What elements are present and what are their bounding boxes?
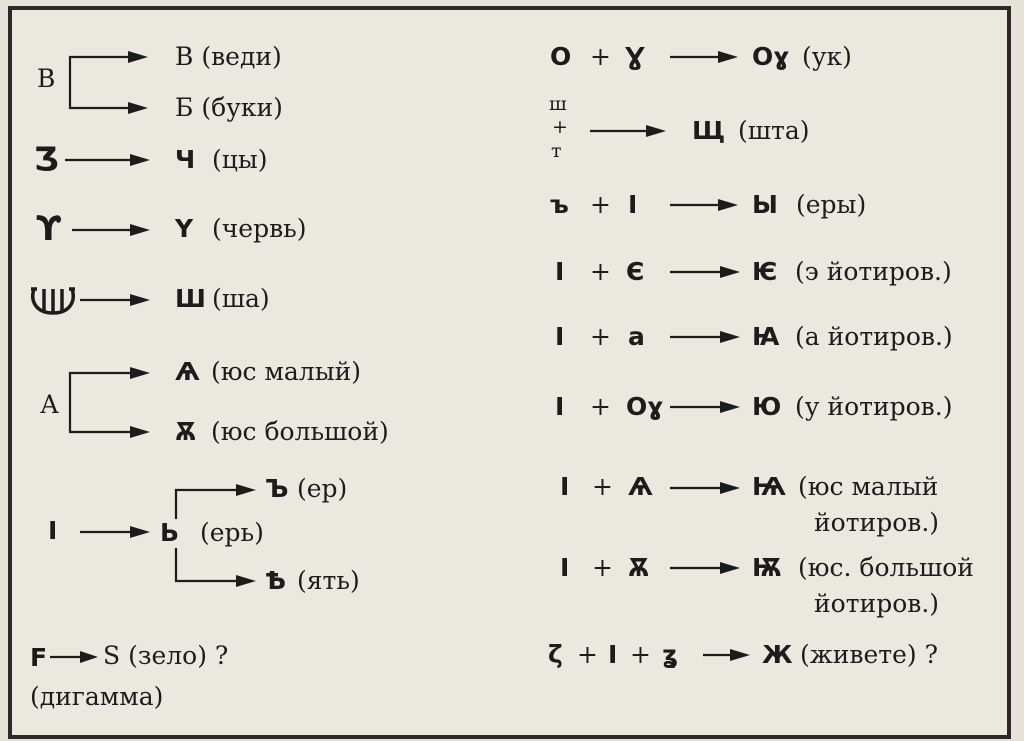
uk-part-b: Ɣ [625,42,645,71]
ery-plus: + [590,190,611,219]
u-iot-name: (у йотиров.) [795,392,953,421]
ery-part-b: I [628,190,638,219]
yus-bolshoy-iot-part-a: I [560,553,570,582]
arrowhead-er [236,484,256,496]
sha-name: (ша) [212,284,270,313]
u-iot-result: Ю [752,392,782,421]
arrowhead-yus-bolshoy-iot [720,562,740,574]
zhivete-part-a: ζ [548,640,563,669]
zhivete-name: (живете) ? [800,640,939,669]
yus-bolshoy-name: (юс большой) [211,417,389,446]
ery-part-a: ъ [550,190,569,219]
yus-bolshoy-letter: Ѫ [175,417,197,446]
arrowhead-sha [130,294,150,306]
a-iot-part-b: а [628,322,645,351]
digamma-name: (дигамма) [30,682,164,711]
yus-maly-iot-plus: + [592,472,613,501]
vedi-label: В (веди) [175,42,282,71]
arrowhead-erj [130,526,150,538]
i-source: I [48,516,58,545]
buki-label: Б (буки) [175,93,283,122]
e-iot-plus: + [590,257,611,286]
arrowhead-yus-maly [130,367,150,379]
erj-letter: Ь [160,518,180,547]
yus-maly-iot-part-a: I [560,472,570,501]
yat-name: (ять) [297,566,360,595]
er-name: (ер) [297,474,348,503]
a-iot-part-a: I [555,322,565,351]
arrowhead-buki [128,102,148,114]
ery-result: Ы [752,190,778,219]
a-source: А [40,390,59,419]
uk-part-a: О [550,42,572,71]
v-source: В [37,64,56,93]
erj-name: (ерь) [200,518,264,547]
erj-lower-bracket [176,548,238,581]
zhivete-result: Ж [762,640,793,669]
zhivete-plus-1: + [577,640,598,669]
ery-name: (еры) [796,190,867,219]
tsy-name: (цы) [212,145,268,174]
arrowhead-u-iot [720,401,740,413]
u-iot-part-a: I [555,392,565,421]
shta-bottom: т [551,140,562,162]
v-branch-bracket [70,57,130,108]
zhivete-part-b: I [608,640,618,669]
yat-letter: Ѣ [265,566,287,595]
yus-maly-name: (юс малый) [211,357,362,386]
zhivete-part-c: ʓ [662,640,679,669]
yus-maly-iot-result: Ѩ [752,472,786,501]
zhivete-plus-2: + [630,640,651,669]
sha-letter: Ш [175,284,206,313]
a-iot-plus: + [590,322,611,351]
arrowhead-ery [718,199,738,211]
e-iot-name: (э йотиров.) [795,257,952,286]
arrowhead-uk [718,51,738,63]
shta-result: Щ [692,116,726,145]
shta-plus: + [552,116,568,138]
yus-bolshoy-iot-name-1: (юс. большой [798,553,974,582]
e-iot-result: Ѥ [752,257,778,286]
yus-bolshoy-iot-name-2: йотиров.) [814,589,940,618]
er-letter: Ъ [265,474,289,503]
erj-upper-bracket [176,490,238,519]
uk-name: (ук) [802,42,852,71]
a-iot-name: (а йотиров.) [795,322,953,351]
cherv-name: (червь) [212,214,307,243]
arrowhead-tsy [130,154,150,166]
zelo-label: S (зело) ? [103,641,229,670]
cherv-source-glyph: ϒ [36,209,62,249]
arrowhead-a-iot [720,331,740,343]
a-branch-bracket [70,373,132,432]
yus-bolshoy-iot-plus: + [592,553,613,582]
arrowhead-yat [236,575,256,587]
arrowhead-yus-bolshoy [130,426,150,438]
shin-source-glyph [28,283,78,319]
yus-maly-iot-name-2: йотиров.) [814,508,940,537]
uk-plus: + [590,42,611,71]
e-iot-part-b: Є [626,257,645,286]
tsy-source-glyph: Ʒ [34,140,59,178]
a-iot-result: Ꙗ [752,322,780,351]
u-iot-plus: + [590,392,611,421]
arrowhead-vedi [128,51,148,63]
yus-bolshoy-iot-result: Ѭ [752,553,783,582]
u-iot-part-b: Оɣ [626,392,664,421]
arrowhead-zhivete [730,649,750,661]
yus-maly-iot-name-1: (юс малый [798,472,939,501]
arrowhead-cherv [130,224,150,236]
yus-maly-iot-part-b: Ѧ [628,472,653,501]
tsy-letter: Ч [175,145,196,174]
e-iot-part-a: I [555,257,565,286]
shta-top: ш [549,93,567,115]
yus-bolshoy-iot-part-b: Ѫ [628,553,650,582]
arrowhead-zelo [80,651,98,663]
digamma-letter: F [30,643,48,672]
shta-name: (шта) [738,116,810,145]
yus-maly-letter: Ѧ [175,357,200,386]
cherv-letter: Ү [175,214,194,243]
arrowhead-e-iot [720,266,740,278]
arrowhead-shta [646,125,666,137]
arrowhead-yus-maly-iot [720,482,740,494]
uk-result: Оɣ [752,42,790,71]
